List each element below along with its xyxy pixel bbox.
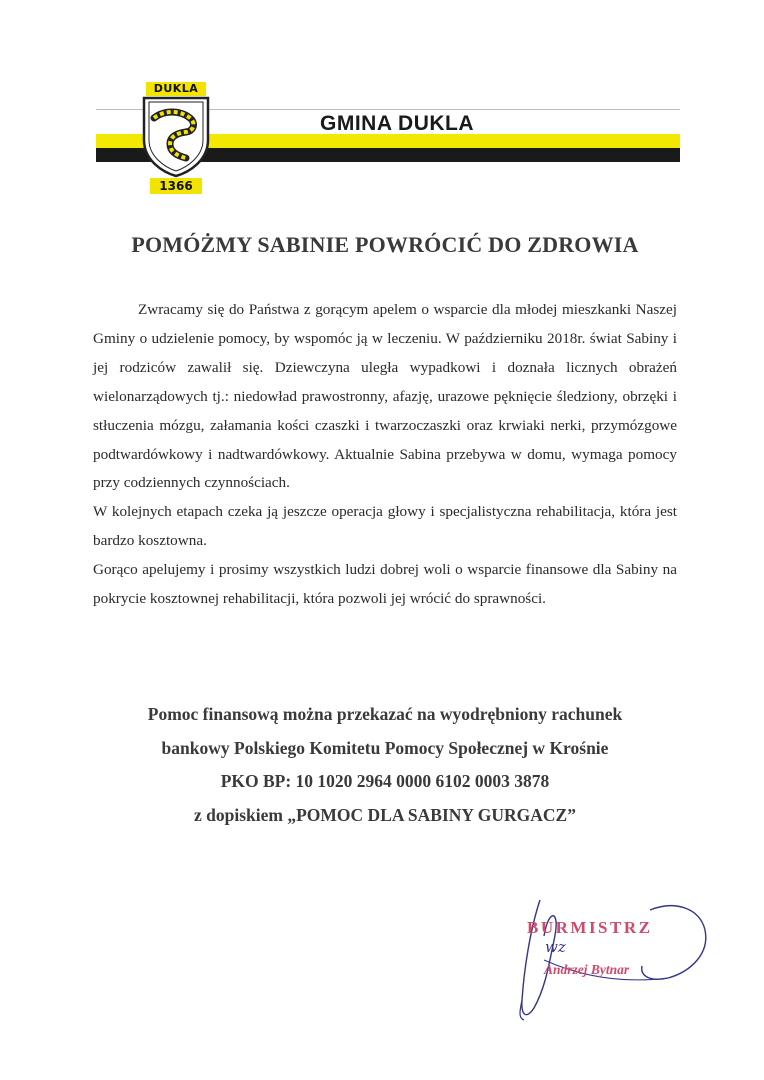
crest-logo — [136, 78, 216, 200]
paragraph-2: W kolejnych etapach czeka ją jeszcze operacja głowy i specjalistyczna rehabilitacja, która jest bardzo kosztowna. — [93, 503, 677, 550]
stamp-title: BURMISTRZ — [527, 918, 653, 937]
letterhead — [0, 0, 764, 210]
paragraph-1: Zwracamy się do Państwa z gorącym apelem o wsparcie dla młodej mieszkanki Naszej Gminy o udzielenie pomocy, by wspomóc ją w leczeniu. W październiku 2018r. świat Sabiny i jej rodziców zawalił się. Dziewczyna uległa wypadkowi i doznała licznych obrażeń wielonarządowych tj.: niedowład prawostronny, afazję, urazowe pęknięcie śledziony, obrzęki i stłuczenia mózgu, załamania kości czaszki i twarzoczaszki oraz krwiaki nerki, przymózgowe podtwardówkowy i nadtwardówkowy. Aktualnie Sabina przebywa w domu, wymaga pomocy przy codziennych czynnościach. — [93, 301, 677, 492]
appeal-body — [93, 296, 677, 614]
signature-note: wz — [545, 938, 566, 956]
paragraph-3: Gorąco apelujemy i prosimy wszystkich ludzi dobrej woli o wsparcie finansowe dla Sabiny na pokrycie kosztownej rehabilitacji, która pozwoli jej wrócić do sprawności. — [93, 561, 677, 608]
handwritten-signature — [500, 880, 730, 1040]
shield-icon — [140, 96, 212, 178]
bank-account-number: PKO BP: 10 1020 2964 0000 6102 0003 3878 — [220, 771, 550, 792]
gmina-title: GMINA DUKLA — [320, 112, 475, 135]
bank-line-2: bankowy Polskiego Komitetu Pomocy Społecznej w Krośnie — [161, 737, 609, 758]
bank-details — [60, 698, 710, 832]
bank-line-1: Pomoc finansową można przekazać na wyodrębniony rachunek — [147, 704, 623, 724]
bank-transfer-note: z dopiskiem „POMOC DLA SABINY GURGACZ” — [194, 804, 576, 825]
stamp-name: Andrzej Bytnar — [544, 962, 630, 977]
document-title: POMÓŻMY SABINIE POWRÓCIĆ DO ZDROWIA — [131, 232, 639, 257]
crest-top-label: DUKLA — [146, 82, 206, 96]
crest-year-label: 1366 — [150, 178, 202, 194]
